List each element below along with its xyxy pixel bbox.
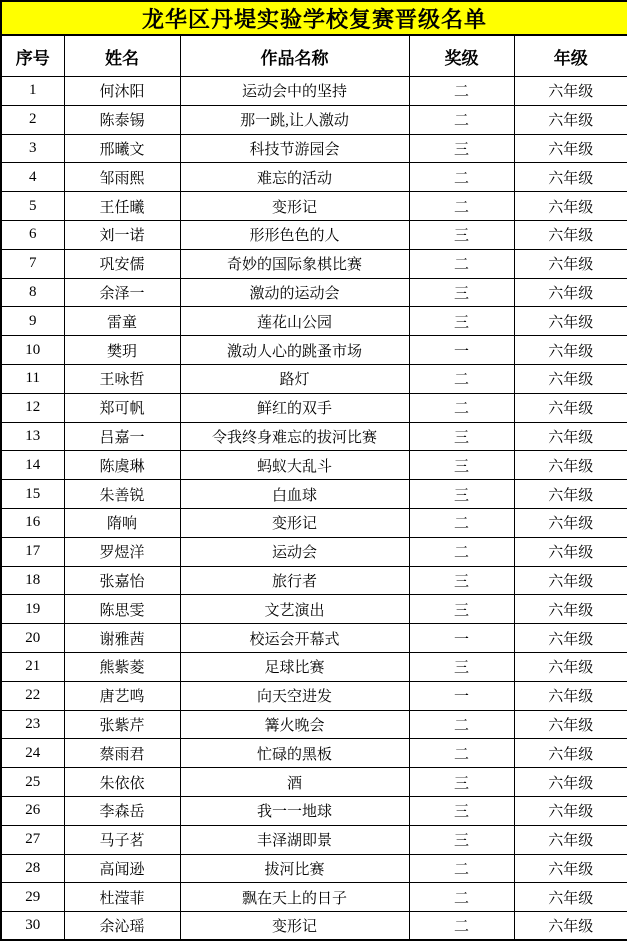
table-row bbox=[1, 624, 627, 653]
table-row bbox=[1, 480, 627, 509]
table-row bbox=[1, 364, 627, 393]
cell-grade: 六年级 bbox=[514, 422, 627, 451]
cell-name: 余沁瑶 bbox=[64, 912, 180, 941]
table-row bbox=[1, 451, 627, 480]
cell-award-level: 三 bbox=[409, 652, 514, 681]
cell-award-level: 二 bbox=[409, 364, 514, 393]
cell-work-title: 运动会中的坚持 bbox=[180, 77, 409, 106]
cell-award-level: 三 bbox=[409, 595, 514, 624]
column-header-award-level: 奖级 bbox=[409, 35, 514, 77]
cell-grade: 六年级 bbox=[514, 825, 627, 854]
cell-name: 王任曦 bbox=[64, 192, 180, 221]
cell-grade: 六年级 bbox=[514, 595, 627, 624]
table-row bbox=[1, 508, 627, 537]
cell-grade: 六年级 bbox=[514, 336, 627, 365]
cell-work-title: 运动会 bbox=[180, 537, 409, 566]
cell-name: 余泽一 bbox=[64, 278, 180, 307]
table-row bbox=[1, 249, 627, 278]
cell-work-title: 文艺演出 bbox=[180, 595, 409, 624]
cell-work-title: 激动的运动会 bbox=[180, 278, 409, 307]
cell-award-level: 三 bbox=[409, 825, 514, 854]
cell-grade: 六年级 bbox=[514, 566, 627, 595]
cell-award-level: 三 bbox=[409, 796, 514, 825]
cell-name: 罗煜洋 bbox=[64, 537, 180, 566]
cell-award-level: 三 bbox=[409, 422, 514, 451]
cell-work-title: 旅行者 bbox=[180, 566, 409, 595]
page-title: 龙华区丹堤实验学校复赛晋级名单 bbox=[1, 1, 627, 35]
cell-grade: 六年级 bbox=[514, 220, 627, 249]
table-row bbox=[1, 163, 627, 192]
table-row bbox=[1, 77, 627, 106]
cell-name: 马子茗 bbox=[64, 825, 180, 854]
cell-work-title: 奇妙的国际象棋比赛 bbox=[180, 249, 409, 278]
cell-work-title: 向天空进发 bbox=[180, 681, 409, 710]
column-header-row bbox=[1, 35, 627, 77]
cell-name: 朱依依 bbox=[64, 768, 180, 797]
table-row bbox=[1, 307, 627, 336]
cell-index: 15 bbox=[1, 480, 64, 509]
table-row bbox=[1, 422, 627, 451]
cell-index: 12 bbox=[1, 393, 64, 422]
cell-work-title: 变形记 bbox=[180, 192, 409, 221]
cell-award-level: 二 bbox=[409, 854, 514, 883]
cell-name: 隋响 bbox=[64, 508, 180, 537]
table-row bbox=[1, 854, 627, 883]
cell-award-level: 二 bbox=[409, 883, 514, 912]
cell-work-title: 鲜红的双手 bbox=[180, 393, 409, 422]
cell-work-title: 令我终身难忘的拔河比赛 bbox=[180, 422, 409, 451]
table-row bbox=[1, 768, 627, 797]
cell-work-title: 难忘的活动 bbox=[180, 163, 409, 192]
cell-index: 1 bbox=[1, 77, 64, 106]
cell-index: 14 bbox=[1, 451, 64, 480]
cell-index: 23 bbox=[1, 710, 64, 739]
cell-index: 2 bbox=[1, 105, 64, 134]
cell-name: 巩安儒 bbox=[64, 249, 180, 278]
cell-name: 高闻逊 bbox=[64, 854, 180, 883]
cell-award-level: 三 bbox=[409, 307, 514, 336]
table-row bbox=[1, 220, 627, 249]
cell-grade: 六年级 bbox=[514, 883, 627, 912]
table-body bbox=[1, 77, 627, 941]
cell-index: 28 bbox=[1, 854, 64, 883]
table-row bbox=[1, 883, 627, 912]
cell-index: 11 bbox=[1, 364, 64, 393]
cell-work-title: 路灯 bbox=[180, 364, 409, 393]
cell-award-level: 三 bbox=[409, 134, 514, 163]
column-header-grade: 年级 bbox=[514, 35, 627, 77]
cell-index: 22 bbox=[1, 681, 64, 710]
cell-work-title: 忙碌的黑板 bbox=[180, 739, 409, 768]
cell-grade: 六年级 bbox=[514, 278, 627, 307]
cell-award-level: 二 bbox=[409, 537, 514, 566]
cell-award-level: 一 bbox=[409, 336, 514, 365]
cell-grade: 六年级 bbox=[514, 163, 627, 192]
cell-index: 16 bbox=[1, 508, 64, 537]
cell-grade: 六年级 bbox=[514, 451, 627, 480]
cell-grade: 六年级 bbox=[514, 307, 627, 336]
title-row bbox=[1, 1, 627, 35]
table-row bbox=[1, 739, 627, 768]
column-header-index: 序号 bbox=[1, 35, 64, 77]
cell-index: 7 bbox=[1, 249, 64, 278]
table-row bbox=[1, 566, 627, 595]
cell-work-title: 校运会开幕式 bbox=[180, 624, 409, 653]
cell-name: 唐艺鸣 bbox=[64, 681, 180, 710]
cell-index: 13 bbox=[1, 422, 64, 451]
cell-work-title: 白血球 bbox=[180, 480, 409, 509]
table-row bbox=[1, 134, 627, 163]
cell-award-level: 二 bbox=[409, 710, 514, 739]
cell-work-title: 酒 bbox=[180, 768, 409, 797]
cell-work-title: 形形色色的人 bbox=[180, 220, 409, 249]
cell-award-level: 二 bbox=[409, 393, 514, 422]
cell-index: 8 bbox=[1, 278, 64, 307]
cell-name: 刘一诺 bbox=[64, 220, 180, 249]
cell-name: 邢曦文 bbox=[64, 134, 180, 163]
cell-name: 邹雨熙 bbox=[64, 163, 180, 192]
cell-index: 17 bbox=[1, 537, 64, 566]
table-row bbox=[1, 278, 627, 307]
table-row bbox=[1, 912, 627, 941]
cell-award-level: 一 bbox=[409, 624, 514, 653]
table-row bbox=[1, 825, 627, 854]
cell-index: 26 bbox=[1, 796, 64, 825]
cell-name: 吕嘉一 bbox=[64, 422, 180, 451]
cell-award-level: 二 bbox=[409, 77, 514, 106]
cell-name: 蔡雨君 bbox=[64, 739, 180, 768]
cell-grade: 六年级 bbox=[514, 854, 627, 883]
cell-work-title: 变形记 bbox=[180, 508, 409, 537]
cell-work-title: 足球比赛 bbox=[180, 652, 409, 681]
cell-name: 何沐阳 bbox=[64, 77, 180, 106]
cell-award-level: 二 bbox=[409, 912, 514, 941]
cell-award-level: 二 bbox=[409, 739, 514, 768]
column-header-work-title: 作品名称 bbox=[180, 35, 409, 77]
cell-award-level: 二 bbox=[409, 163, 514, 192]
cell-grade: 六年级 bbox=[514, 393, 627, 422]
cell-work-title: 莲花山公园 bbox=[180, 307, 409, 336]
table-row bbox=[1, 796, 627, 825]
cell-grade: 六年级 bbox=[514, 796, 627, 825]
cell-work-title: 激动人心的跳蚤市场 bbox=[180, 336, 409, 365]
table-row bbox=[1, 105, 627, 134]
cell-grade: 六年级 bbox=[514, 105, 627, 134]
cell-grade: 六年级 bbox=[514, 134, 627, 163]
cell-index: 21 bbox=[1, 652, 64, 681]
cell-index: 29 bbox=[1, 883, 64, 912]
cell-award-level: 三 bbox=[409, 768, 514, 797]
cell-work-title: 我一一地球 bbox=[180, 796, 409, 825]
cell-award-level: 二 bbox=[409, 192, 514, 221]
table-row bbox=[1, 595, 627, 624]
table-row bbox=[1, 192, 627, 221]
cell-index: 6 bbox=[1, 220, 64, 249]
cell-name: 雷童 bbox=[64, 307, 180, 336]
cell-award-level: 二 bbox=[409, 508, 514, 537]
cell-award-level: 二 bbox=[409, 249, 514, 278]
cell-name: 陈虞琳 bbox=[64, 451, 180, 480]
cell-grade: 六年级 bbox=[514, 480, 627, 509]
cell-award-level: 三 bbox=[409, 278, 514, 307]
cell-work-title: 丰泽湖即景 bbox=[180, 825, 409, 854]
cell-name: 熊紫菱 bbox=[64, 652, 180, 681]
cell-name: 张嘉怡 bbox=[64, 566, 180, 595]
cell-name: 郑可帆 bbox=[64, 393, 180, 422]
table-row bbox=[1, 537, 627, 566]
cell-index: 9 bbox=[1, 307, 64, 336]
cell-name: 杜滢菲 bbox=[64, 883, 180, 912]
cell-index: 5 bbox=[1, 192, 64, 221]
table-row bbox=[1, 652, 627, 681]
cell-grade: 六年级 bbox=[514, 768, 627, 797]
table-row bbox=[1, 681, 627, 710]
cell-grade: 六年级 bbox=[514, 652, 627, 681]
cell-grade: 六年级 bbox=[514, 624, 627, 653]
cell-award-level: 三 bbox=[409, 566, 514, 595]
cell-index: 20 bbox=[1, 624, 64, 653]
cell-work-title: 飘在天上的日子 bbox=[180, 883, 409, 912]
cell-award-level: 二 bbox=[409, 105, 514, 134]
cell-award-level: 三 bbox=[409, 451, 514, 480]
cell-work-title: 拔河比赛 bbox=[180, 854, 409, 883]
cell-index: 3 bbox=[1, 134, 64, 163]
cell-grade: 六年级 bbox=[514, 681, 627, 710]
cell-name: 王咏哲 bbox=[64, 364, 180, 393]
cell-index: 27 bbox=[1, 825, 64, 854]
table-row bbox=[1, 710, 627, 739]
cell-award-level: 三 bbox=[409, 480, 514, 509]
cell-name: 张紫芹 bbox=[64, 710, 180, 739]
cell-grade: 六年级 bbox=[514, 77, 627, 106]
cell-index: 10 bbox=[1, 336, 64, 365]
cell-name: 樊玥 bbox=[64, 336, 180, 365]
cell-grade: 六年级 bbox=[514, 508, 627, 537]
cell-name: 李森岳 bbox=[64, 796, 180, 825]
column-header-name: 姓名 bbox=[64, 35, 180, 77]
cell-work-title: 蚂蚁大乱斗 bbox=[180, 451, 409, 480]
cell-name: 朱善锐 bbox=[64, 480, 180, 509]
cell-work-title: 科技节游园会 bbox=[180, 134, 409, 163]
cell-grade: 六年级 bbox=[514, 192, 627, 221]
cell-name: 陈思雯 bbox=[64, 595, 180, 624]
cell-award-level: 三 bbox=[409, 220, 514, 249]
table-row bbox=[1, 393, 627, 422]
cell-index: 25 bbox=[1, 768, 64, 797]
cell-index: 18 bbox=[1, 566, 64, 595]
cell-work-title: 变形记 bbox=[180, 912, 409, 941]
cell-index: 30 bbox=[1, 912, 64, 941]
cell-grade: 六年级 bbox=[514, 739, 627, 768]
table-row bbox=[1, 336, 627, 365]
cell-award-level: 一 bbox=[409, 681, 514, 710]
cell-grade: 六年级 bbox=[514, 710, 627, 739]
cell-grade: 六年级 bbox=[514, 537, 627, 566]
cell-grade: 六年级 bbox=[514, 912, 627, 941]
cell-grade: 六年级 bbox=[514, 364, 627, 393]
cell-work-title: 篝火晚会 bbox=[180, 710, 409, 739]
cell-index: 24 bbox=[1, 739, 64, 768]
cell-index: 4 bbox=[1, 163, 64, 192]
cell-work-title: 那一跳,让人激动 bbox=[180, 105, 409, 134]
cell-name: 谢雅茜 bbox=[64, 624, 180, 653]
cell-index: 19 bbox=[1, 595, 64, 624]
cell-name: 陈泰锡 bbox=[64, 105, 180, 134]
cell-grade: 六年级 bbox=[514, 249, 627, 278]
